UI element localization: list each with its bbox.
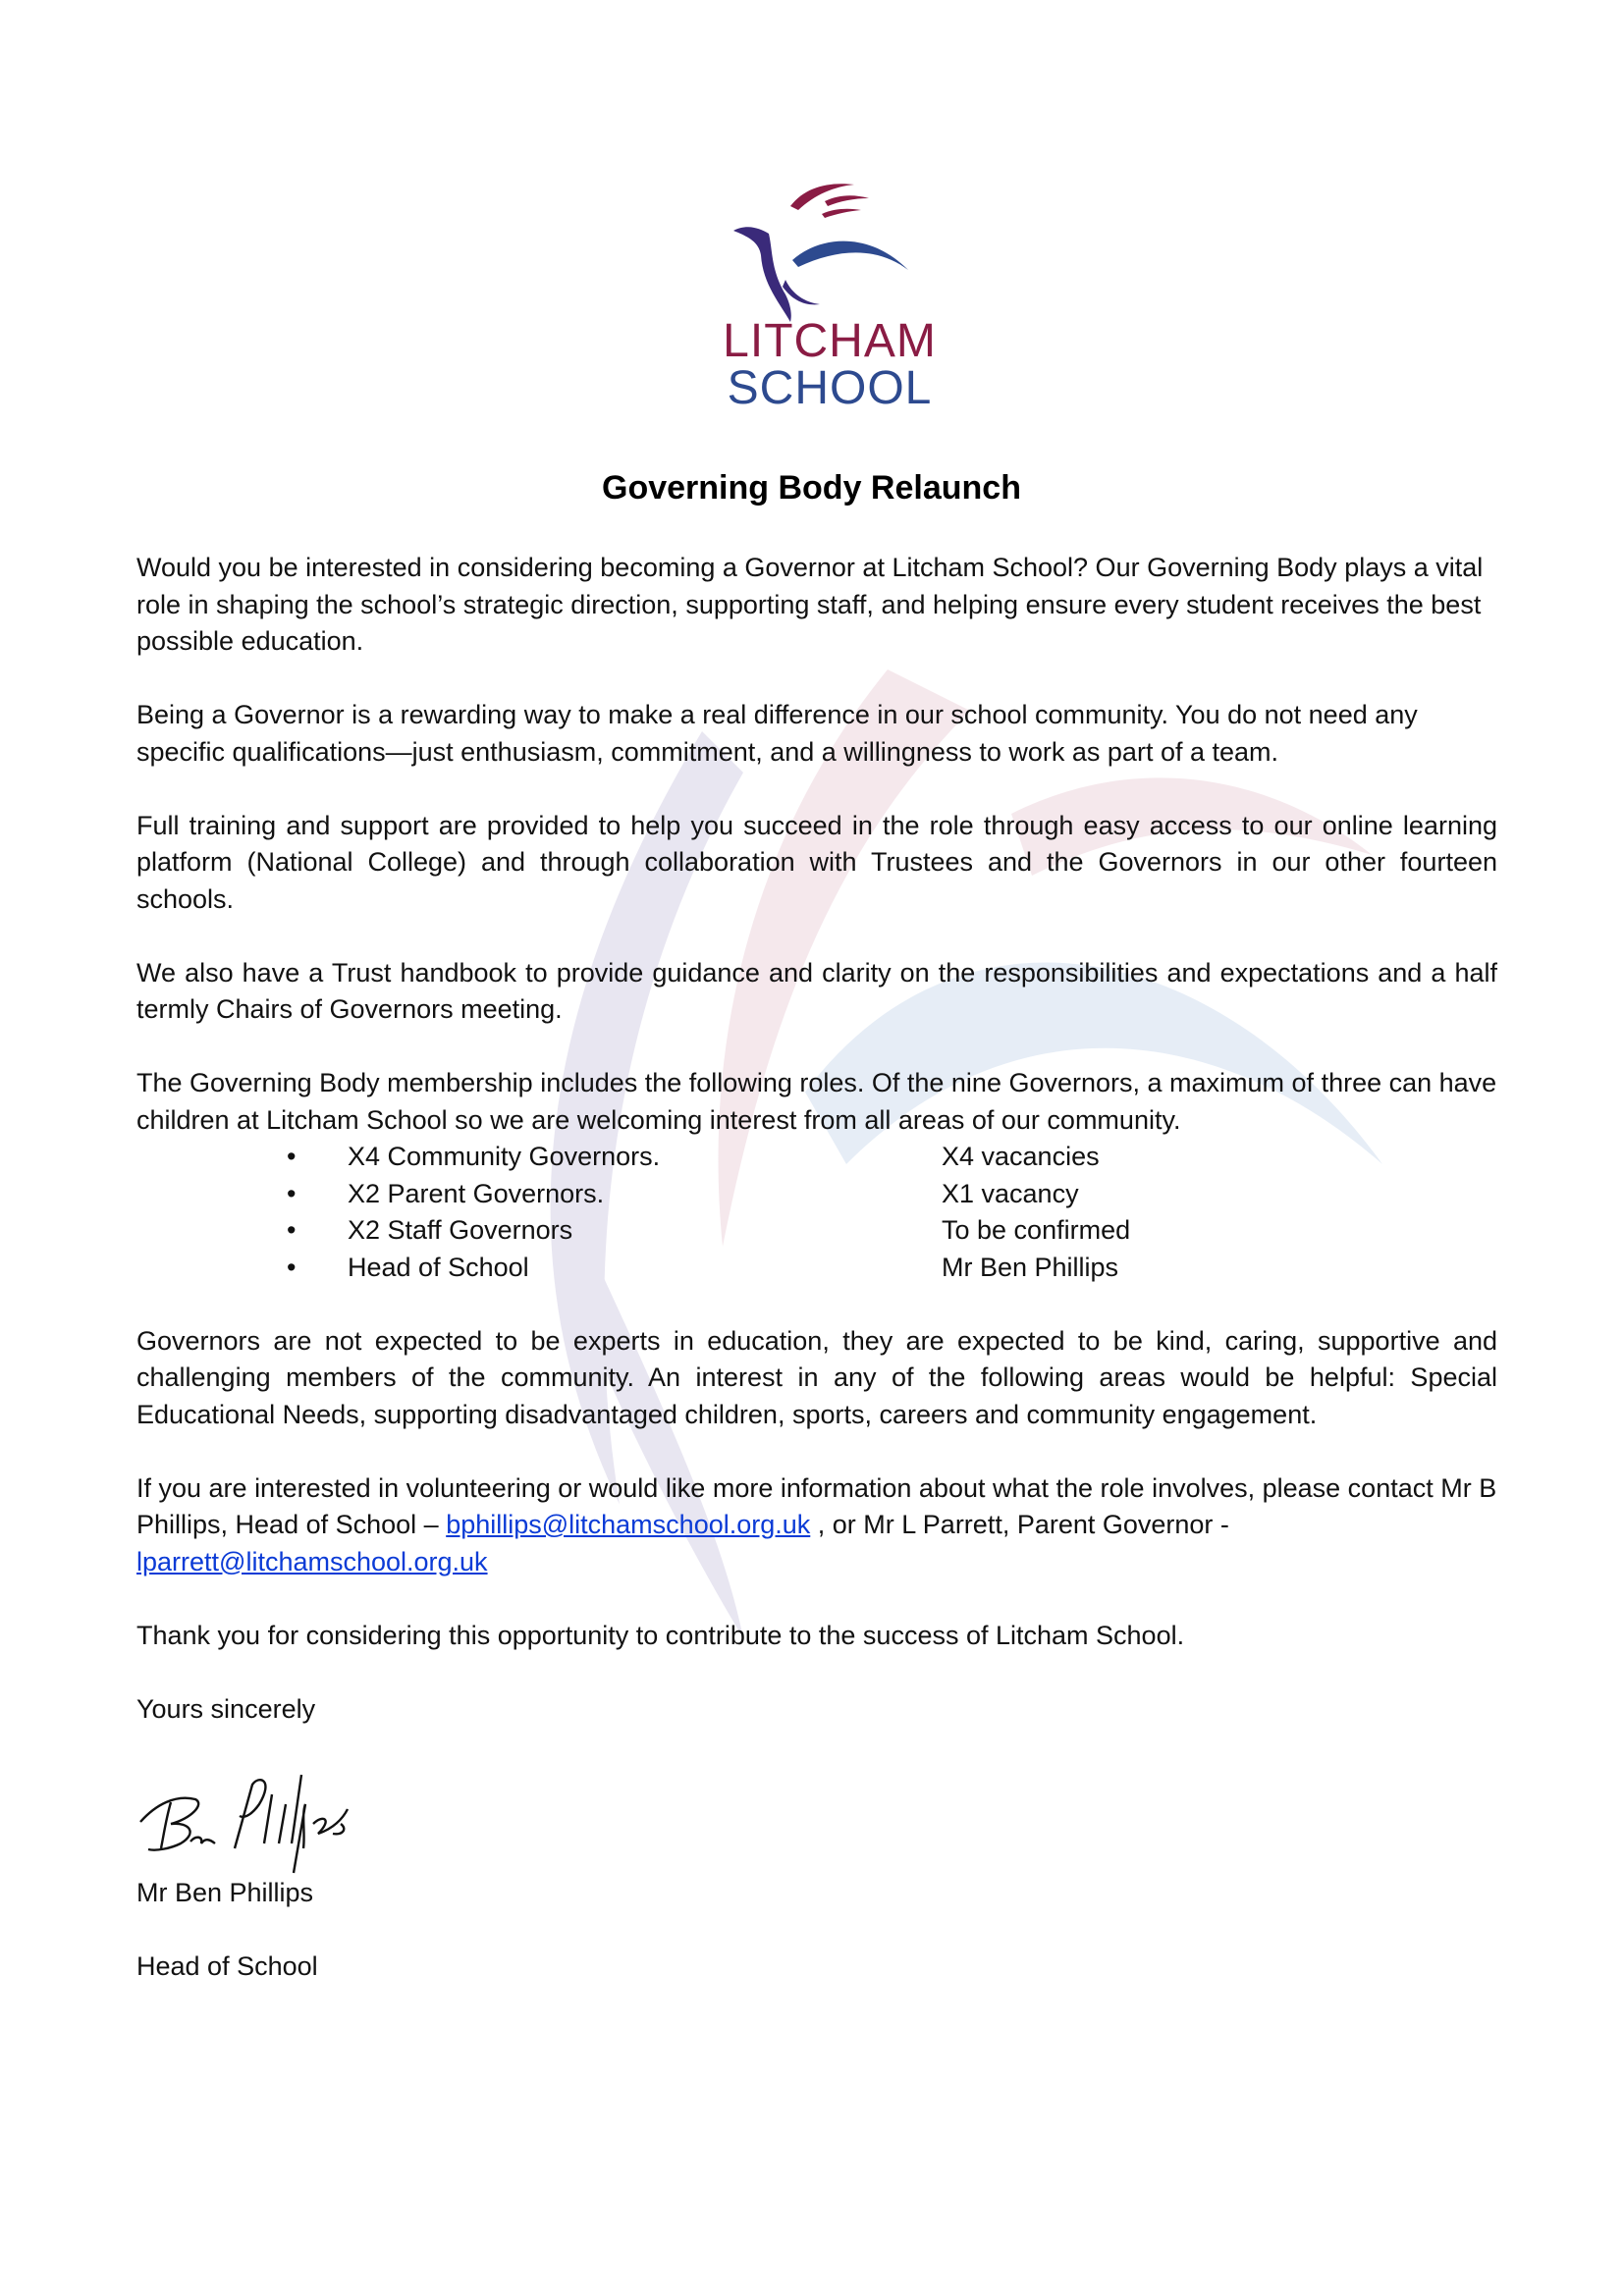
role-status: X1 vacancy	[942, 1178, 1079, 1208]
signature	[136, 1765, 1497, 1875]
training-paragraph: Full training and support are provided to help you succeed in the role through easy access to our online learning platform (National College) and through collaboration with Trustees and the Governors in our other fourteen schools.	[136, 810, 1497, 914]
role-name: X2 Staff Governors	[348, 1215, 573, 1245]
school-logo	[717, 177, 943, 432]
bullet: •	[287, 1178, 297, 1208]
contact-middle: , or Mr L Parrett, Parent Governor -	[810, 1510, 1229, 1539]
handbook-paragraph: We also have a Trust handbook to provide guidance and clarity on the responsibilities and expectations and a half termly Chairs of Governors meeting.	[136, 957, 1497, 1024]
expectations-paragraph: Governors are not expected to be experts in education, they are expected to be kind, caring, supportive and challenging members of the community. An interest in any of the following areas would be helpful: Special Educational Needs, supporting disadvantaged children, sports, careers and community engagement.	[136, 1325, 1497, 1429]
bird-logo-icon	[731, 177, 928, 324]
role-row	[136, 1212, 1497, 1250]
page-title: Governing Body Relaunch	[602, 469, 1021, 507]
email-link-lparrett[interactable]: lparrett@litchamschool.org.uk	[136, 1546, 488, 1576]
handwritten-signature-icon	[136, 1765, 372, 1875]
signatory-name: Mr Ben Phillips	[136, 1877, 314, 1907]
role-status: X4 vacancies	[942, 1142, 1100, 1171]
intro-paragraph: Would you be interested in considering becoming a Governor at Litcham School? Our Governing Body plays a vital role in shaping the school’s strategic direction, supporting staff, and helping ensure every student receives the best possible education.	[136, 553, 1484, 656]
role-name: Head of School	[348, 1252, 529, 1282]
logo-text-school: SCHOOL	[727, 362, 933, 414]
email-link-bphillips[interactable]: bphillips@litchamschool.org.uk	[446, 1510, 811, 1539]
contact-intro: If you are interested in volunteering or would like more information about what the role involves, please contact Mr B Phillips, Head of School –	[136, 1472, 1497, 1539]
closing: Yours sincerely	[136, 1693, 316, 1724]
role-name: X2 Parent Governors.	[348, 1178, 605, 1208]
role-status: To be confirmed	[942, 1215, 1131, 1245]
bullet: •	[287, 1252, 297, 1282]
thanks-paragraph: Thank you for considering this opportunity to contribute to the success of Litcham School.	[136, 1620, 1185, 1650]
role-row	[136, 1139, 1497, 1176]
logo-text-litcham: LITCHAM	[723, 315, 937, 367]
membership-paragraph: The Governing Body membership includes the following roles. Of the nine Governors, a maximum of three can have children at Litcham School so we are welcoming interest from all areas of our community.	[136, 1068, 1497, 1135]
roles-list	[136, 1139, 1497, 1286]
bullet: •	[287, 1142, 297, 1171]
role-row	[136, 1250, 1497, 1287]
signatory-position: Head of School	[136, 1950, 318, 1981]
role-row	[136, 1176, 1497, 1213]
role-status: Mr Ben Phillips	[942, 1252, 1119, 1282]
role-name: X4 Community Governors.	[348, 1142, 661, 1171]
bullet: •	[287, 1215, 297, 1245]
reward-paragraph: Being a Governor is a rewarding way to make a real difference in our school community. You do not need any specific qualifications—just enthusiasm, commitment, and a willingness to work as part of a team.	[136, 700, 1418, 767]
contact-paragraph	[136, 1470, 1497, 1581]
letter-body	[136, 550, 1497, 2022]
